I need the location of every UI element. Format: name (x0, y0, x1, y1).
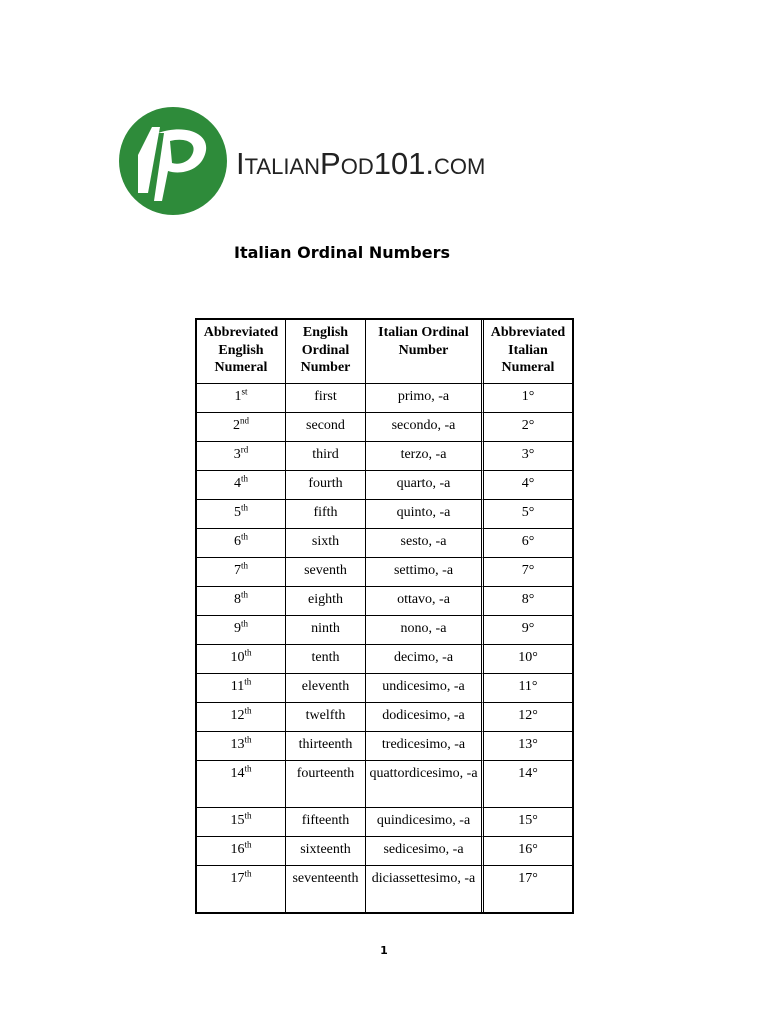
cell-abbreviated-italian: 9° (484, 616, 572, 645)
table-row (197, 703, 572, 732)
table-row (197, 558, 572, 587)
cell-english-ordinal: thirteenth (286, 732, 366, 761)
cell-abbreviated-english (197, 732, 286, 761)
cell-abbreviated-english (197, 413, 286, 442)
cell-english-ordinal: eighth (286, 587, 366, 616)
cell-abbreviated-italian: 8° (484, 587, 572, 616)
table-row (197, 732, 572, 761)
cell-abbreviated-italian: 4° (484, 471, 572, 500)
ordinal-number: 1 (234, 389, 242, 404)
cell-abbreviated-italian: 16° (484, 837, 572, 866)
table-row (197, 761, 572, 808)
ordinal-suffix: th (244, 868, 252, 879)
cell-abbreviated-italian: 12° (484, 703, 572, 732)
cell-abbreviated-italian: 14° (484, 761, 572, 808)
cell-abbreviated-italian: 7° (484, 558, 572, 587)
cell-abbreviated-english (197, 761, 286, 808)
cell-english-ordinal: seventeenth (286, 866, 366, 912)
italianpod101-logo-icon (118, 105, 228, 217)
ordinal-number: 3 (233, 447, 241, 462)
ordinal-suffix: th (244, 810, 252, 821)
cell-abbreviated-english (197, 529, 286, 558)
ordinal-suffix: th (240, 531, 248, 542)
cell-abbreviated-english (197, 645, 286, 674)
cell-english-ordinal: first (286, 384, 366, 413)
brand-part: COM (434, 154, 486, 179)
ordinal-number: 13 (230, 737, 245, 752)
table-row (197, 674, 572, 703)
brand-part: TALIAN (244, 154, 321, 179)
table-row (197, 442, 572, 471)
cell-italian-ordinal: secondo, -a (366, 413, 484, 442)
cell-abbreviated-english (197, 500, 286, 529)
table-row (197, 616, 572, 645)
cell-abbreviated-english (197, 587, 286, 616)
cell-italian-ordinal: primo, -a (366, 384, 484, 413)
cell-abbreviated-english (197, 837, 286, 866)
cell-english-ordinal: sixth (286, 529, 366, 558)
cell-abbreviated-english (197, 808, 286, 837)
cell-abbreviated-italian: 15° (484, 808, 572, 837)
ordinal-suffix: th (240, 560, 248, 571)
table-row (197, 413, 572, 442)
ordinal-suffix: th (240, 589, 248, 600)
cell-italian-ordinal: settimo, -a (366, 558, 484, 587)
cell-italian-ordinal: quarto, -a (366, 471, 484, 500)
ordinal-number: 5 (233, 505, 241, 520)
cell-english-ordinal: fifteenth (286, 808, 366, 837)
ordinal-suffix: th (244, 839, 252, 850)
header-italian-ordinal: Italian Ordinal Number (366, 320, 484, 384)
cell-abbreviated-italian: 3° (484, 442, 572, 471)
brand-part: I (236, 146, 245, 181)
cell-italian-ordinal: quindicesimo, -a (366, 808, 484, 837)
cell-abbreviated-english (197, 674, 286, 703)
table-row (197, 471, 572, 500)
page-number: 1 (380, 944, 388, 957)
cell-english-ordinal: sixteenth (286, 837, 366, 866)
cell-abbreviated-italian: 6° (484, 529, 572, 558)
header-english-ordinal: English Ordinal Number (286, 320, 366, 384)
page-title: Italian Ordinal Numbers (234, 243, 450, 262)
header-abbreviated-english: Abbreviated English Numeral (197, 320, 286, 384)
cell-abbreviated-english (197, 442, 286, 471)
cell-english-ordinal: twelfth (286, 703, 366, 732)
cell-english-ordinal: eleventh (286, 674, 366, 703)
brand-part: OD (340, 154, 374, 179)
ordinal-number: 15 (230, 813, 245, 828)
cell-abbreviated-italian: 11° (484, 674, 572, 703)
cell-italian-ordinal: quattordicesimo, -a (366, 761, 484, 808)
ordinal-number: 2 (233, 418, 240, 433)
cell-abbreviated-italian: 5° (484, 500, 572, 529)
cell-italian-ordinal: undicesimo, -a (366, 674, 484, 703)
ordinal-suffix: th (244, 647, 252, 658)
cell-italian-ordinal: quinto, -a (366, 500, 484, 529)
ordinal-number: 8 (233, 592, 241, 607)
ordinal-number: 10 (230, 650, 245, 665)
table-row (197, 645, 572, 674)
ordinal-suffix: nd (240, 415, 249, 426)
ordinal-number: 6 (233, 534, 241, 549)
ordinal-number: 14 (230, 766, 245, 781)
cell-abbreviated-italian: 1° (484, 384, 572, 413)
table-row (197, 587, 572, 616)
ordinal-suffix: th (240, 473, 248, 484)
brand-part: P (320, 146, 341, 181)
cell-abbreviated-italian: 10° (484, 645, 572, 674)
cell-abbreviated-english (197, 558, 286, 587)
cell-italian-ordinal: dodicesimo, -a (366, 703, 484, 732)
cell-english-ordinal: fourth (286, 471, 366, 500)
ordinal-number: 12 (230, 708, 245, 723)
ordinal-number: 4 (233, 476, 241, 491)
cell-english-ordinal: seventh (286, 558, 366, 587)
cell-italian-ordinal: tredicesimo, -a (366, 732, 484, 761)
ordinal-number: 9 (233, 621, 241, 636)
brand-part: 101. (373, 146, 435, 181)
cell-italian-ordinal: sesto, -a (366, 529, 484, 558)
cell-abbreviated-english (197, 471, 286, 500)
ordinal-number: 17 (230, 871, 245, 886)
table-row (197, 529, 572, 558)
cell-abbreviated-italian: 2° (484, 413, 572, 442)
table-header-row (197, 320, 572, 384)
ordinal-number: 11 (230, 679, 245, 694)
table-row (197, 808, 572, 837)
ordinal-suffix: th (244, 676, 252, 687)
cell-abbreviated-english (197, 616, 286, 645)
ordinal-suffix: rd (240, 444, 249, 455)
cell-abbreviated-english (197, 384, 286, 413)
ordinal-number: 16 (230, 842, 245, 857)
cell-abbreviated-english (197, 703, 286, 732)
ordinal-suffix: st (241, 386, 248, 397)
table-row (197, 866, 572, 912)
cell-english-ordinal: second (286, 413, 366, 442)
table-row (197, 500, 572, 529)
cell-english-ordinal: fifth (286, 500, 366, 529)
cell-abbreviated-italian: 13° (484, 732, 572, 761)
ordinal-suffix: th (244, 763, 252, 774)
cell-abbreviated-italian: 17° (518, 871, 538, 886)
cell-english-ordinal: tenth (286, 645, 366, 674)
table-row (197, 384, 572, 413)
ordinal-suffix: th (244, 734, 252, 745)
cell-abbreviated-english (197, 866, 286, 912)
cell-italian-ordinal: ottavo, -a (366, 587, 484, 616)
header-abbreviated-italian: Abbreviated Italian Numeral (484, 320, 572, 384)
cell-italian-ordinal: decimo, -a (366, 645, 484, 674)
cell-english-ordinal: third (286, 442, 366, 471)
cell-italian-ordinal: nono, -a (366, 616, 484, 645)
cell-italian-ordinal: sedicesimo, -a (366, 837, 484, 866)
ordinal-suffix: th (244, 705, 252, 716)
cell-italian-ordinal: diciassettesimo, -a (366, 866, 484, 912)
table-row (197, 837, 572, 866)
ordinal-suffix: th (240, 618, 248, 629)
brand-wordmark (236, 148, 485, 179)
cell-english-ordinal: fourteenth (286, 761, 366, 808)
ordinal-numbers-table (195, 318, 574, 914)
cell-english-ordinal: ninth (286, 616, 366, 645)
ordinal-number: 7 (233, 563, 241, 578)
ordinal-suffix: th (240, 502, 248, 513)
cell-italian-ordinal: terzo, -a (366, 442, 484, 471)
